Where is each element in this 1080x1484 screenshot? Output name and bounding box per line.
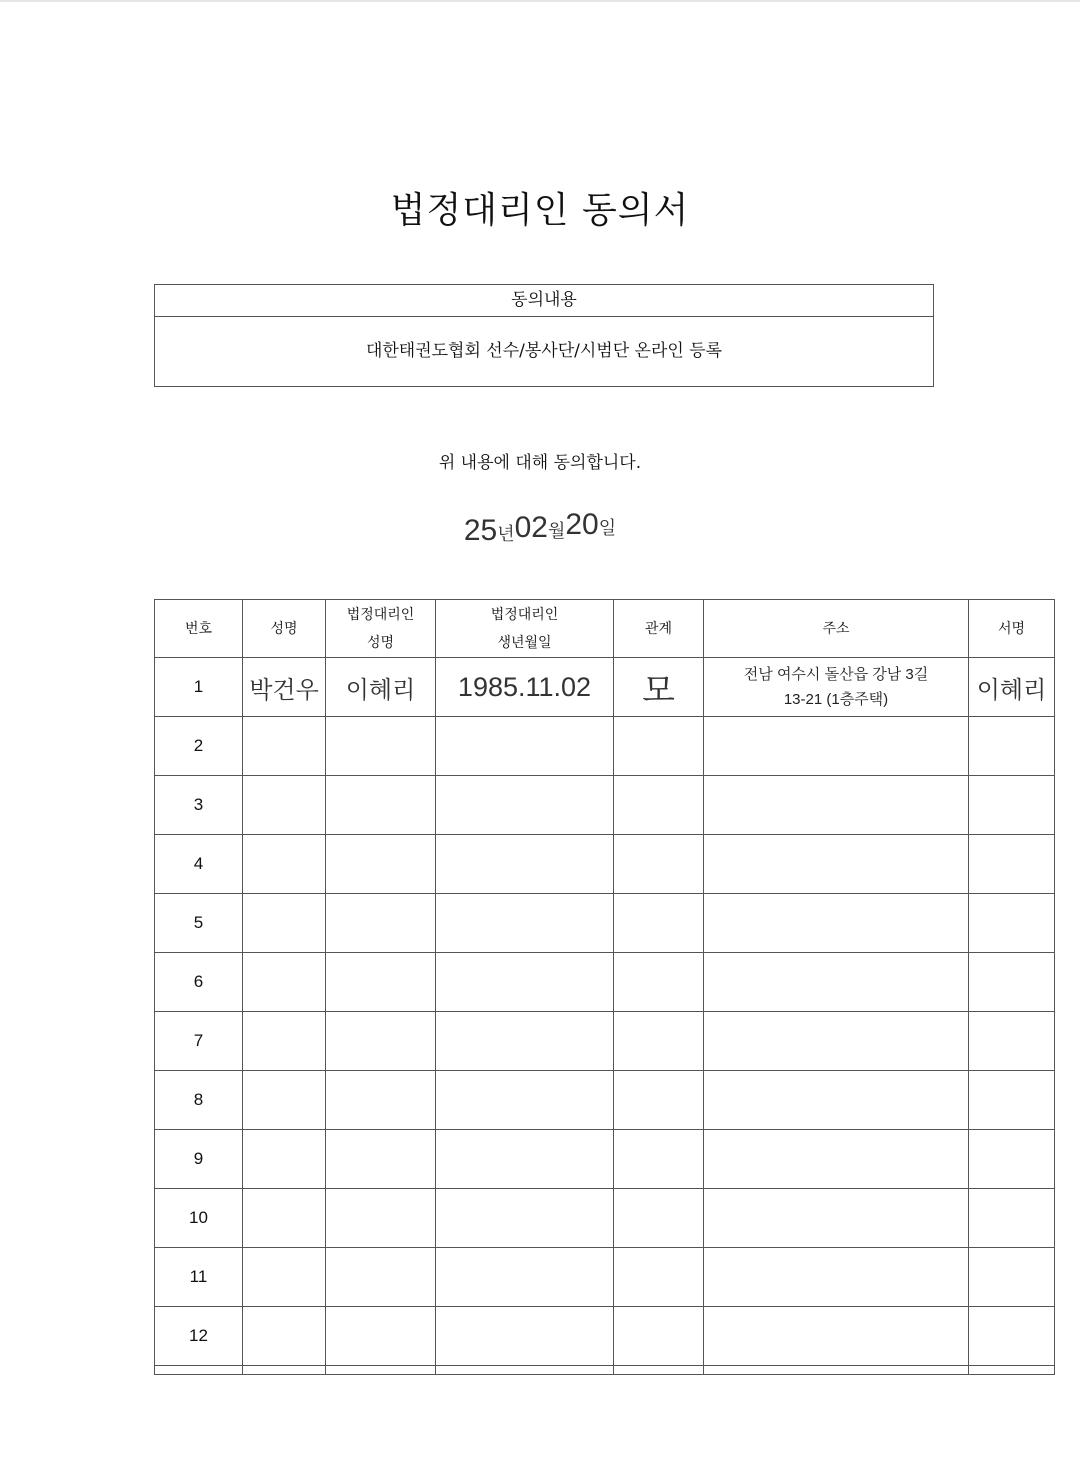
date-year-unit: 년 (497, 524, 515, 544)
table-row-cutoff (155, 1366, 1055, 1375)
empty-cell (326, 1366, 436, 1375)
table-row (155, 835, 1055, 894)
consent-content: 대한태권도협회 선수/봉사단/시범단 온라인 등록 (365, 341, 723, 361)
row-address (704, 894, 969, 953)
row-guardian-name (326, 1189, 436, 1248)
row-no: 1 (155, 658, 243, 717)
row-address (704, 717, 969, 776)
table-row (155, 776, 1055, 835)
row-guardian-name (326, 1248, 436, 1307)
row-guardian-name (326, 776, 436, 835)
header-no: 번호 (155, 600, 243, 658)
row-name (243, 717, 326, 776)
header-guardian-birth: 법정대리인 생년월일 (436, 600, 614, 658)
row-relation (614, 953, 704, 1012)
row-name (243, 1012, 326, 1071)
empty-cell (436, 1366, 614, 1375)
table-row (155, 1012, 1055, 1071)
header-relation: 관계 (614, 600, 704, 658)
row-relation (614, 776, 704, 835)
row-address (704, 1130, 969, 1189)
row-address (704, 776, 969, 835)
row-relation (614, 1189, 704, 1248)
row-signature (969, 894, 1055, 953)
row-no: 7 (155, 1012, 243, 1071)
top-divider (0, 0, 1080, 2)
header-address: 주소 (704, 600, 969, 658)
row-guardian-name (326, 953, 436, 1012)
row-signature (969, 776, 1055, 835)
table-row (155, 953, 1055, 1012)
row-signature: 이혜리 (969, 658, 1055, 717)
row-no: 11 (155, 1248, 243, 1307)
row-guardian-birth (436, 953, 614, 1012)
row-guardian-name: 이혜리 (326, 658, 436, 717)
table-row (155, 1307, 1055, 1366)
empty-cell (969, 1366, 1055, 1375)
row-name: 박건우 (243, 658, 326, 717)
row-address (704, 1189, 969, 1248)
row-name (243, 894, 326, 953)
empty-cell (155, 1366, 243, 1375)
row-guardian-birth: 1985.11.02 (436, 658, 614, 717)
empty-cell (704, 1366, 969, 1375)
row-relation (614, 717, 704, 776)
row-no: 4 (155, 835, 243, 894)
row-guardian-birth (436, 1012, 614, 1071)
row-guardian-name (326, 1307, 436, 1366)
row-relation (614, 1248, 704, 1307)
table-row (155, 1248, 1055, 1307)
row-name (243, 1071, 326, 1130)
table-row (155, 658, 1055, 717)
row-no: 8 (155, 1071, 243, 1130)
row-signature (969, 1071, 1055, 1130)
header-name: 성명 (243, 600, 326, 658)
date-year: 25 (463, 514, 498, 547)
row-signature (969, 1012, 1055, 1071)
row-guardian-name (326, 1130, 436, 1189)
row-name (243, 835, 326, 894)
row-address (704, 658, 969, 717)
row-guardian-birth (436, 1130, 614, 1189)
row-guardian-name (326, 894, 436, 953)
row-name (243, 1189, 326, 1248)
row-relation (614, 1071, 704, 1130)
row-relation (614, 1130, 704, 1189)
table-row (155, 1071, 1055, 1130)
row-no: 5 (155, 894, 243, 953)
row-relation (614, 835, 704, 894)
header-guardian-name: 법정대리인 성명 (326, 600, 436, 658)
date-day: 20 (565, 508, 599, 541)
row-guardian-name (326, 717, 436, 776)
table-header-row (155, 600, 1055, 658)
row-address (704, 1071, 969, 1130)
address-line-2: 13-21 (1층주택) (783, 691, 889, 708)
row-relation (614, 1012, 704, 1071)
consent-date (0, 508, 1080, 547)
row-guardian-birth (436, 1189, 614, 1248)
row-signature (969, 1248, 1055, 1307)
row-address (704, 953, 969, 1012)
empty-cell (243, 1366, 326, 1375)
row-name (243, 1248, 326, 1307)
row-guardian-name (326, 835, 436, 894)
header-signature: 서명 (969, 600, 1055, 658)
table-row (155, 894, 1055, 953)
row-signature (969, 717, 1055, 776)
row-guardian-birth (436, 776, 614, 835)
row-relation: 모 (614, 658, 704, 717)
table-row (155, 717, 1055, 776)
row-name (243, 953, 326, 1012)
row-address (704, 835, 969, 894)
row-address (704, 1248, 969, 1307)
row-address (704, 1307, 969, 1366)
row-guardian-birth (436, 835, 614, 894)
row-signature (969, 835, 1055, 894)
consent-box (154, 284, 934, 387)
document-title: 법정대리인 동의서 (390, 190, 690, 231)
row-guardian-birth (436, 1307, 614, 1366)
table-row (155, 1189, 1055, 1248)
address-line-1: 전남 여수시 돌산읍 강남 3길 (743, 666, 929, 683)
row-no: 12 (155, 1307, 243, 1366)
row-relation (614, 1307, 704, 1366)
consent-heading: 동의내용 (155, 285, 933, 317)
row-guardian-birth (436, 1071, 614, 1130)
row-no: 3 (155, 776, 243, 835)
empty-cell (614, 1366, 704, 1375)
row-signature (969, 1130, 1055, 1189)
row-name (243, 776, 326, 835)
row-no: 2 (155, 717, 243, 776)
date-month: 02 (514, 511, 548, 544)
row-guardian-birth (436, 894, 614, 953)
row-address (704, 1012, 969, 1071)
row-signature (969, 953, 1055, 1012)
row-name (243, 1307, 326, 1366)
date-month-unit: 월 (547, 521, 566, 541)
row-name (243, 1130, 326, 1189)
guardian-consent-table (154, 599, 1055, 1375)
row-no: 6 (155, 953, 243, 1012)
row-signature (969, 1189, 1055, 1248)
row-guardian-birth (436, 717, 614, 776)
row-no: 10 (155, 1189, 243, 1248)
row-relation (614, 894, 704, 953)
row-guardian-name (326, 1012, 436, 1071)
row-guardian-birth (436, 1248, 614, 1307)
table-row (155, 1130, 1055, 1189)
date-day-unit: 일 (598, 518, 617, 538)
row-no: 9 (155, 1130, 243, 1189)
agreement-statement: 위 내용에 대해 동의합니다. (438, 453, 642, 473)
row-signature (969, 1307, 1055, 1366)
row-guardian-name (326, 1071, 436, 1130)
